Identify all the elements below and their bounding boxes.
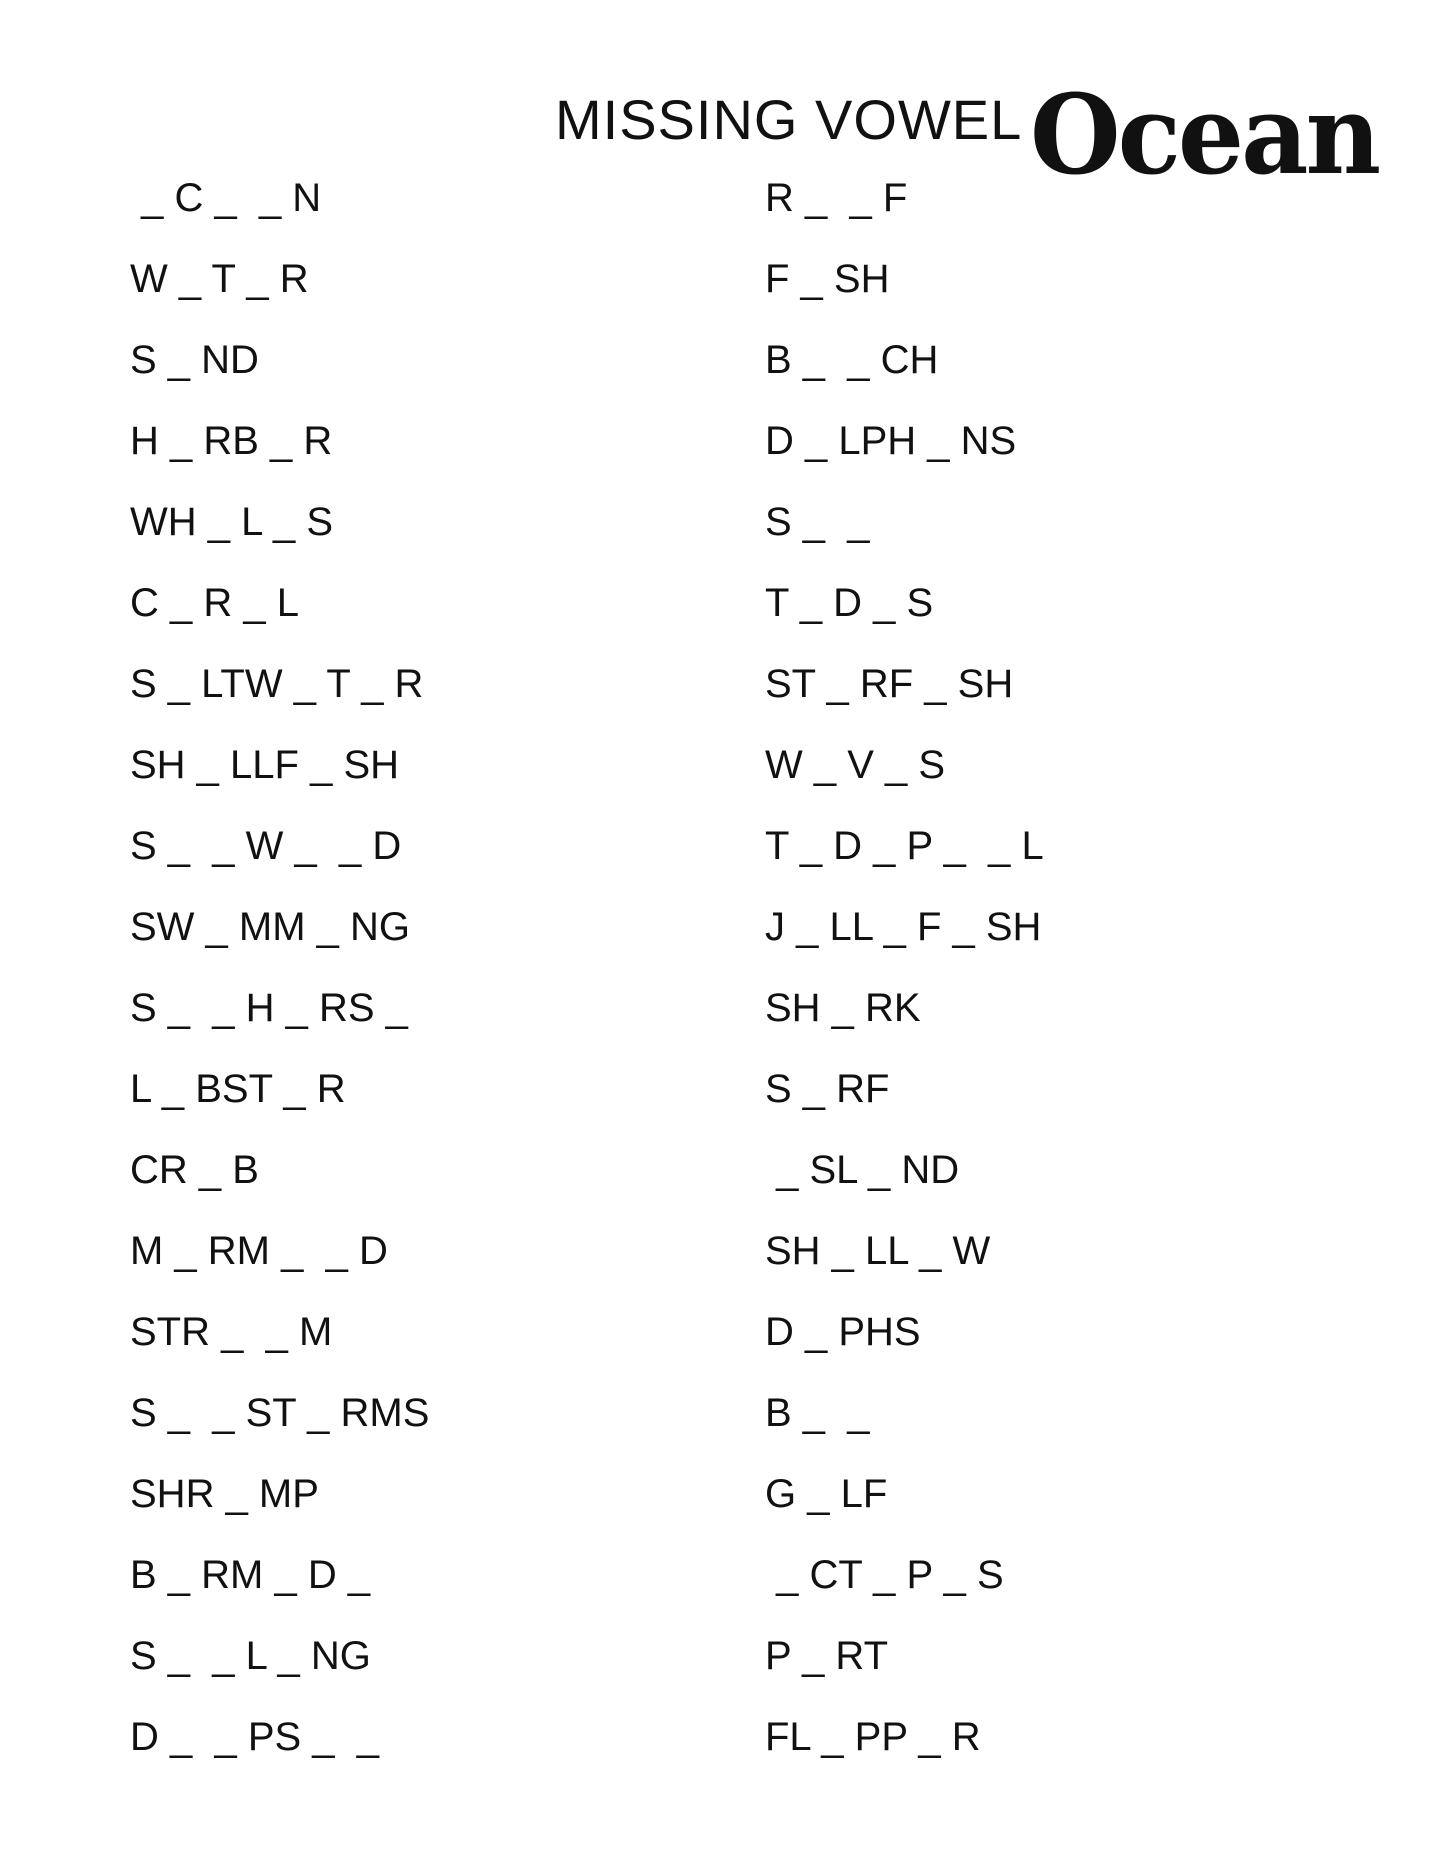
puzzle-word: P _ RT [765, 1634, 889, 1678]
puzzle-word: T _ D _ P _ _ L [765, 824, 1044, 868]
puzzle-word: STR _ _ M [130, 1310, 333, 1354]
puzzle-word: L _ BST _ R [130, 1067, 346, 1111]
puzzle-word: CR _ B [130, 1148, 259, 1192]
puzzle-word: SW _ MM _ NG [130, 905, 411, 949]
puzzle-word: B _ RM _ D _ [130, 1553, 371, 1597]
puzzle-word: _ CT _ P _ S [765, 1553, 1004, 1597]
ocean-logo: Ocean [1030, 69, 1379, 200]
puzzle-word: W _ T _ R [130, 257, 309, 301]
puzzle-word: S _ LTW _ T _ R [130, 662, 424, 706]
puzzle-word: M _ RM _ _ D [130, 1229, 388, 1273]
puzzle-word: T _ D _ S [765, 581, 934, 625]
puzzle-word: S _ _ [765, 500, 870, 544]
puzzle-word: D _ LPH _ NS [765, 419, 1017, 463]
puzzle-word: SH _ LL _ W [765, 1229, 991, 1273]
puzzle-word: S _ _ W _ _ D [130, 824, 402, 868]
puzzle-word: _ C _ _ N [130, 176, 322, 220]
puzzle-word: _ SL _ ND [765, 1148, 960, 1192]
left-word-column [130, 168, 429, 1788]
puzzle-word: R _ _ F [765, 176, 908, 220]
puzzle-word: W _ V _ S [765, 743, 946, 787]
puzzle-word: ST _ RF _ SH [765, 662, 1014, 706]
puzzle-word: SH _ LLF _ SH [130, 743, 400, 787]
puzzle-word: WH _ L _ S [130, 500, 334, 544]
puzzle-word: F _ SH [765, 257, 890, 301]
puzzle-word: SHR _ MP [130, 1472, 319, 1516]
puzzle-word: B _ _ [765, 1391, 870, 1435]
puzzle-word: D _ PHS [765, 1310, 921, 1354]
puzzle-word: G _ LF [765, 1472, 888, 1516]
puzzle-word: S _ _ ST _ RMS [130, 1391, 430, 1435]
puzzle-word: S _ _ L _ NG [130, 1634, 371, 1678]
puzzle-word: S _ _ H _ RS _ [130, 986, 408, 1030]
puzzle-word: S _ RF [765, 1067, 890, 1111]
page-title: MISSING VOWEL [555, 88, 1023, 151]
puzzle-word: B _ _ CH [765, 338, 939, 382]
puzzle-word: SH _ RK [765, 986, 921, 1030]
puzzle-word: FL _ PP _ R [765, 1715, 981, 1759]
puzzle-word: S _ ND [130, 338, 259, 382]
right-word-column [765, 168, 1044, 1788]
puzzle-word: J _ LL _ F _ SH [765, 905, 1042, 949]
puzzle-word: H _ RB _ R [130, 419, 333, 463]
puzzle-word: D _ _ PS _ _ [130, 1715, 380, 1759]
puzzle-word: C _ R _ L [130, 581, 299, 625]
